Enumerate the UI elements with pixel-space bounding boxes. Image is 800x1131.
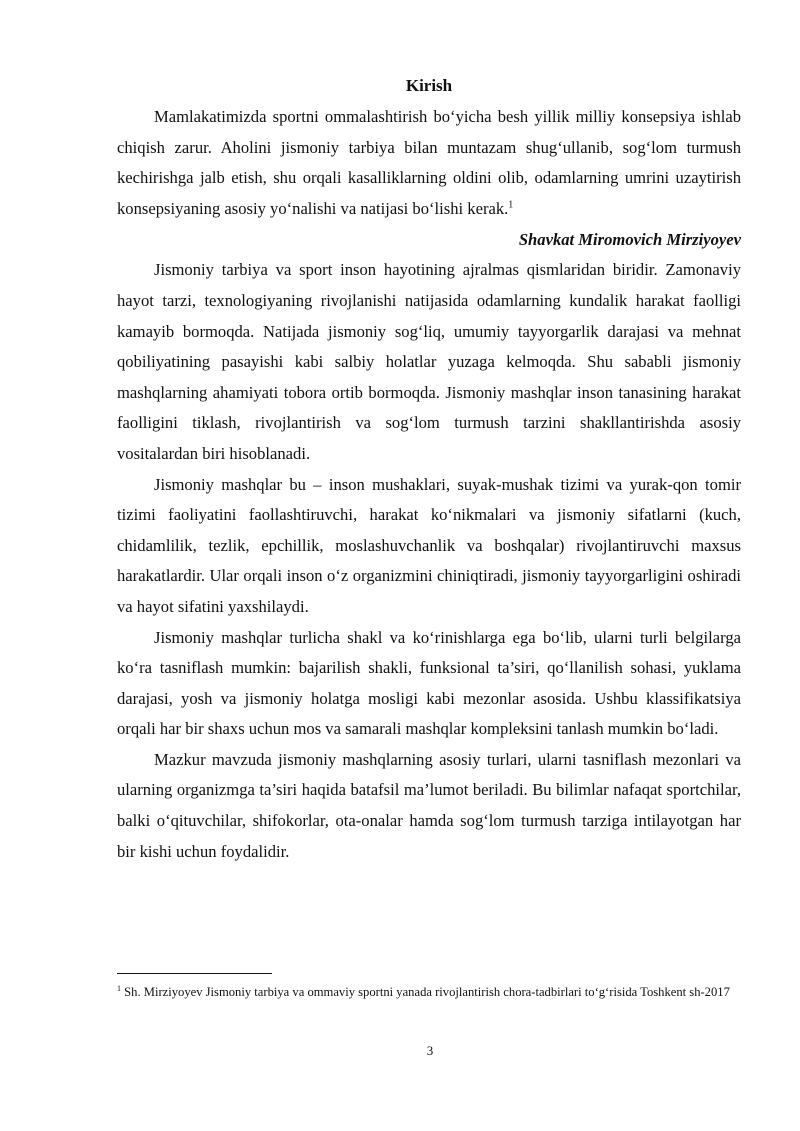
epigraph-author: Shavkat Miromovich Mirziyoyev [518, 230, 741, 250]
footnote [117, 980, 741, 1005]
footnote-text: Sh. Mirziyoyev Jismoniy tarbiya va ommaviy sportni yanada rivojlantirish chora-tadbirlari to‘g‘risida Toshkent sh-2017 [124, 985, 730, 999]
page-number: 3 [426, 1043, 434, 1058]
footnote-reference: 1 [508, 199, 514, 211]
document-body [117, 72, 741, 867]
footnote-number: 1 [117, 983, 121, 993]
epigraph-quote [117, 102, 741, 224]
paragraph-3: Jismoniy mashqlar turlicha shakl va ko‘rinishlarga ega bo‘lib, ularni turli belgilarga ko‘ra tasniflash mumkin: bajarilish shakli, funksional ta’siri, qo‘llanilish sohasi, yuklama darajasi, yosh va jismoniy holatga mosligi kabi mezonlar asosida. Ushbu klassifikatsiya orqali har bir shaxs uchun mos va samarali mashqlar kompleksini tanlash mumkin bo‘ladi. [117, 627, 741, 739]
paragraph-4: Mazkur mavzuda jismoniy mashqlarning asosiy turlari, ularni tasniflash mezonlari va ularning organizmga ta’siri haqida batafsil ma’lumot beriladi. Bu bilimlar nafaqat sportchilar, balki o‘qituvchilar, shifokorlar, ota-onalar hamda sog‘lom turmush tarziga intilayotgan har bir kishi uchun foydalidir. [117, 749, 741, 861]
document-title: Kirish [405, 76, 453, 95]
footnote-divider [117, 973, 272, 974]
paragraph-1: Jismoniy tarbiya va sport inson hayotining ajralmas qismlaridan biridir. Zamonaviy hayot tarzi, texnologiyaning rivojlanishi natijasida odamlarning kundalik harakat faolligi kamayib bormoqda. Natijada jismoniy sog‘liq, umumiy tayyorgarlik darajasi va mehnat qobiliyatining pasayishi kabi salbiy holatlar yuzaga kelmoqda. Shu sababli jismoniy mashqlarning ahamiyati tobora ortib bormoqda. Jismoniy mashqlar inson tanasining harakat faolligini tiklash, rivojlantirish va sog‘lom turmush tarzini shakllantirishda asosiy vositalardan biri hisoblanadi. [117, 260, 741, 463]
paragraph-2: Jismoniy mashqlar bu – inson mushaklari, suyak-mushak tizimi va yurak-qon tomir tizimi faoliyatini faollashtiruvchi, harakat ko‘nikmalari va jismoniy sifatlarni (kuch, chidamlilik, tezlik, epchillik, moslashuvchanlik va boshqalar) rivojlantiruvchi maxsus harakatlardir. Ular orqali inson o‘z organizmini chiniqtiradi, jismoniy tayyorgarligini oshiradi va hayot sifatini yaxshilaydi. [117, 474, 741, 616]
epigraph-text: Mamlakatimizda sportni ommalashtirish bo‘yicha besh yillik milliy konsepsiya ishlab chiqish zarur. Aholini jismoniy tarbiya bilan muntazam shug‘ullanib, sog‘lom turmush kechirishga jalb etish, shu orqali kasalliklarning oldini olib, odamlarning umrini uzaytirish konsepsiyaning asosiy yo‘nalishi va natijasi bo‘lishi kerak. [117, 107, 741, 218]
